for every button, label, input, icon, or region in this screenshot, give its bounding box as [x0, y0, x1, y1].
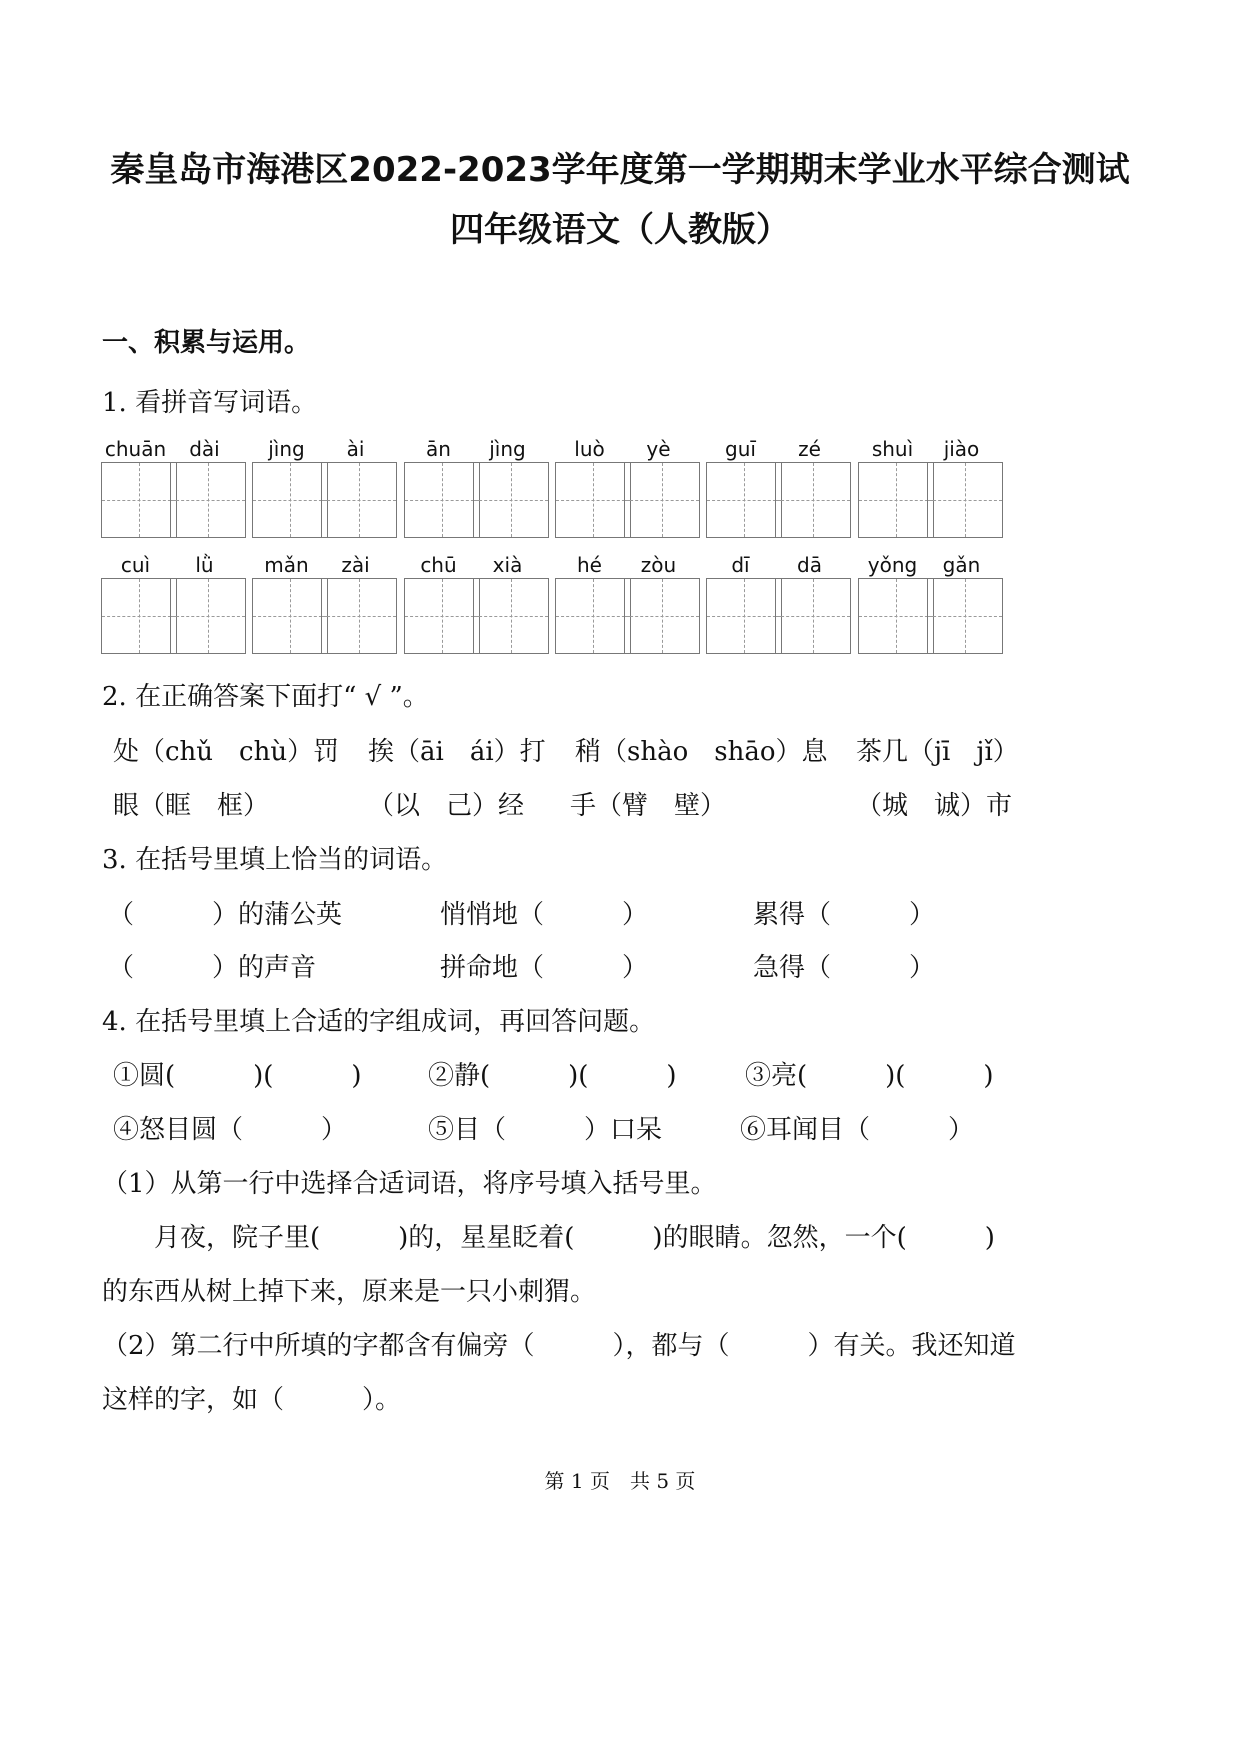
- q3-blank-4[interactable]: （ ）的声音: [108, 953, 317, 983]
- exam-subtitle: 四年级语文（人教版）: [450, 210, 790, 250]
- character-writing-box[interactable]: [927, 462, 1003, 538]
- character-writing-box[interactable]: [101, 578, 177, 654]
- pinyin-syllable: hé: [577, 553, 602, 577]
- pinyin-syllable: chū: [420, 553, 457, 577]
- pinyin-syllable: yǒng: [867, 553, 918, 577]
- character-writing-box[interactable]: [170, 578, 246, 654]
- pinyin-syllable: dài: [189, 437, 220, 461]
- q4-paragraph-continued: 的东西从树上掉下来，原来是一只小刺猬。: [102, 1277, 597, 1307]
- q4-item-2[interactable]: ②静( )( ): [428, 1061, 677, 1091]
- q4-item-6[interactable]: ⑥耳闻目（ ）: [740, 1115, 975, 1145]
- pinyin-syllable: xià: [492, 553, 523, 577]
- q3-blank-3[interactable]: 累得（ ）: [753, 900, 936, 930]
- q3-blank-2[interactable]: 悄悄地（ ）: [440, 900, 649, 930]
- pinyin-syllable: dā: [797, 553, 822, 577]
- q2-option-8[interactable]: （城 诚）市: [856, 791, 1013, 821]
- pinyin-syllable: guī: [725, 437, 756, 461]
- pinyin-syllable: chuān: [104, 437, 167, 461]
- question-3-prompt: 3. 在括号里填上恰当的词语。: [102, 845, 448, 875]
- q4-sub-question-2-continued[interactable]: 这样的字，如（ ）。: [102, 1385, 402, 1415]
- character-writing-box[interactable]: [252, 578, 328, 654]
- question-4-prompt: 4. 在括号里填上合适的字组成词，再回答问题。: [102, 1007, 656, 1037]
- q2-option-5[interactable]: 眼（眶 框）: [113, 791, 270, 821]
- pinyin-syllable: gǎn: [942, 553, 981, 577]
- character-writing-box[interactable]: [404, 462, 480, 538]
- q3-blank-5[interactable]: 拼命地（ ）: [440, 953, 649, 983]
- character-writing-box[interactable]: [473, 462, 549, 538]
- q4-item-3[interactable]: ③亮( )( ): [745, 1061, 994, 1091]
- character-writing-box[interactable]: [473, 578, 549, 654]
- question-2-prompt: 2. 在正确答案下面打“ √ ”。: [102, 682, 429, 712]
- q2-option-1[interactable]: 处（chǔ chù）罚: [113, 737, 340, 767]
- q4-sub-question-1: （1）从第一行中选择合适词语，将序号填入括号里。: [102, 1169, 717, 1199]
- character-writing-box[interactable]: [252, 462, 328, 538]
- q3-blank-1[interactable]: （ ）的蒲公英: [108, 900, 343, 930]
- q4-item-5[interactable]: ⑤目（ ）口呆: [428, 1115, 663, 1145]
- pinyin-syllable: dī: [731, 553, 750, 577]
- character-writing-box[interactable]: [101, 462, 177, 538]
- q4-item-1[interactable]: ①圆( )( ): [113, 1061, 362, 1091]
- character-writing-box[interactable]: [775, 462, 851, 538]
- character-writing-box[interactable]: [170, 462, 246, 538]
- pinyin-syllable: ān: [426, 437, 451, 461]
- character-writing-box[interactable]: [706, 578, 782, 654]
- character-writing-box[interactable]: [555, 462, 631, 538]
- pinyin-syllable: zài: [341, 553, 370, 577]
- pinyin-syllable: luò: [574, 437, 605, 461]
- q2-option-6[interactable]: （以 己）经: [368, 791, 525, 821]
- question-1-prompt: 1. 看拼音写词语。: [102, 388, 318, 418]
- character-writing-box[interactable]: [706, 462, 782, 538]
- pinyin-syllable: jìng: [268, 437, 305, 461]
- pinyin-syllable: ài: [346, 437, 365, 461]
- q2-option-2[interactable]: 挨（āi ái）打: [368, 737, 546, 767]
- character-writing-box[interactable]: [858, 578, 934, 654]
- pinyin-syllable: mǎn: [264, 553, 309, 577]
- pinyin-syllable: lǜ: [195, 553, 214, 577]
- character-writing-box[interactable]: [624, 578, 700, 654]
- character-writing-box[interactable]: [555, 578, 631, 654]
- character-writing-box[interactable]: [321, 462, 397, 538]
- q2-option-4[interactable]: 茶几（jī jǐ）: [856, 737, 1019, 767]
- pinyin-syllable: cuì: [120, 553, 151, 577]
- exam-title: 秦皇岛市海港区2022-2023学年度第一学期期末学业水平综合测试: [110, 150, 1130, 190]
- q4-item-4[interactable]: ④怒目圆（ ）: [113, 1115, 348, 1145]
- character-writing-box[interactable]: [927, 578, 1003, 654]
- character-writing-box[interactable]: [321, 578, 397, 654]
- section-heading: 一、积累与运用。: [102, 328, 311, 358]
- pinyin-syllable: jìng: [489, 437, 526, 461]
- pinyin-syllable: jiào: [943, 437, 980, 461]
- page-footer: 第 1 页 共 5 页: [544, 1469, 696, 1493]
- character-writing-box[interactable]: [858, 462, 934, 538]
- character-writing-box[interactable]: [624, 462, 700, 538]
- pinyin-syllable: shuì: [871, 437, 914, 461]
- q4-paragraph[interactable]: 月夜，院子里( )的，星星眨着( )的眼睛。忽然，一个( ): [154, 1223, 995, 1253]
- q2-option-3[interactable]: 稍（shào shāo）息: [575, 737, 828, 767]
- q4-sub-question-2[interactable]: （2）第二行中所填的字都含有偏旁（ ），都与（ ）有关。我还知道: [102, 1331, 1016, 1361]
- q3-blank-6[interactable]: 急得（ ）: [753, 953, 936, 983]
- pinyin-syllable: zé: [798, 437, 821, 461]
- pinyin-syllable: zòu: [640, 553, 677, 577]
- character-writing-box[interactable]: [404, 578, 480, 654]
- character-writing-box[interactable]: [775, 578, 851, 654]
- pinyin-syllable: yè: [646, 437, 671, 461]
- q2-option-7[interactable]: 手（臂 壁）: [570, 791, 727, 821]
